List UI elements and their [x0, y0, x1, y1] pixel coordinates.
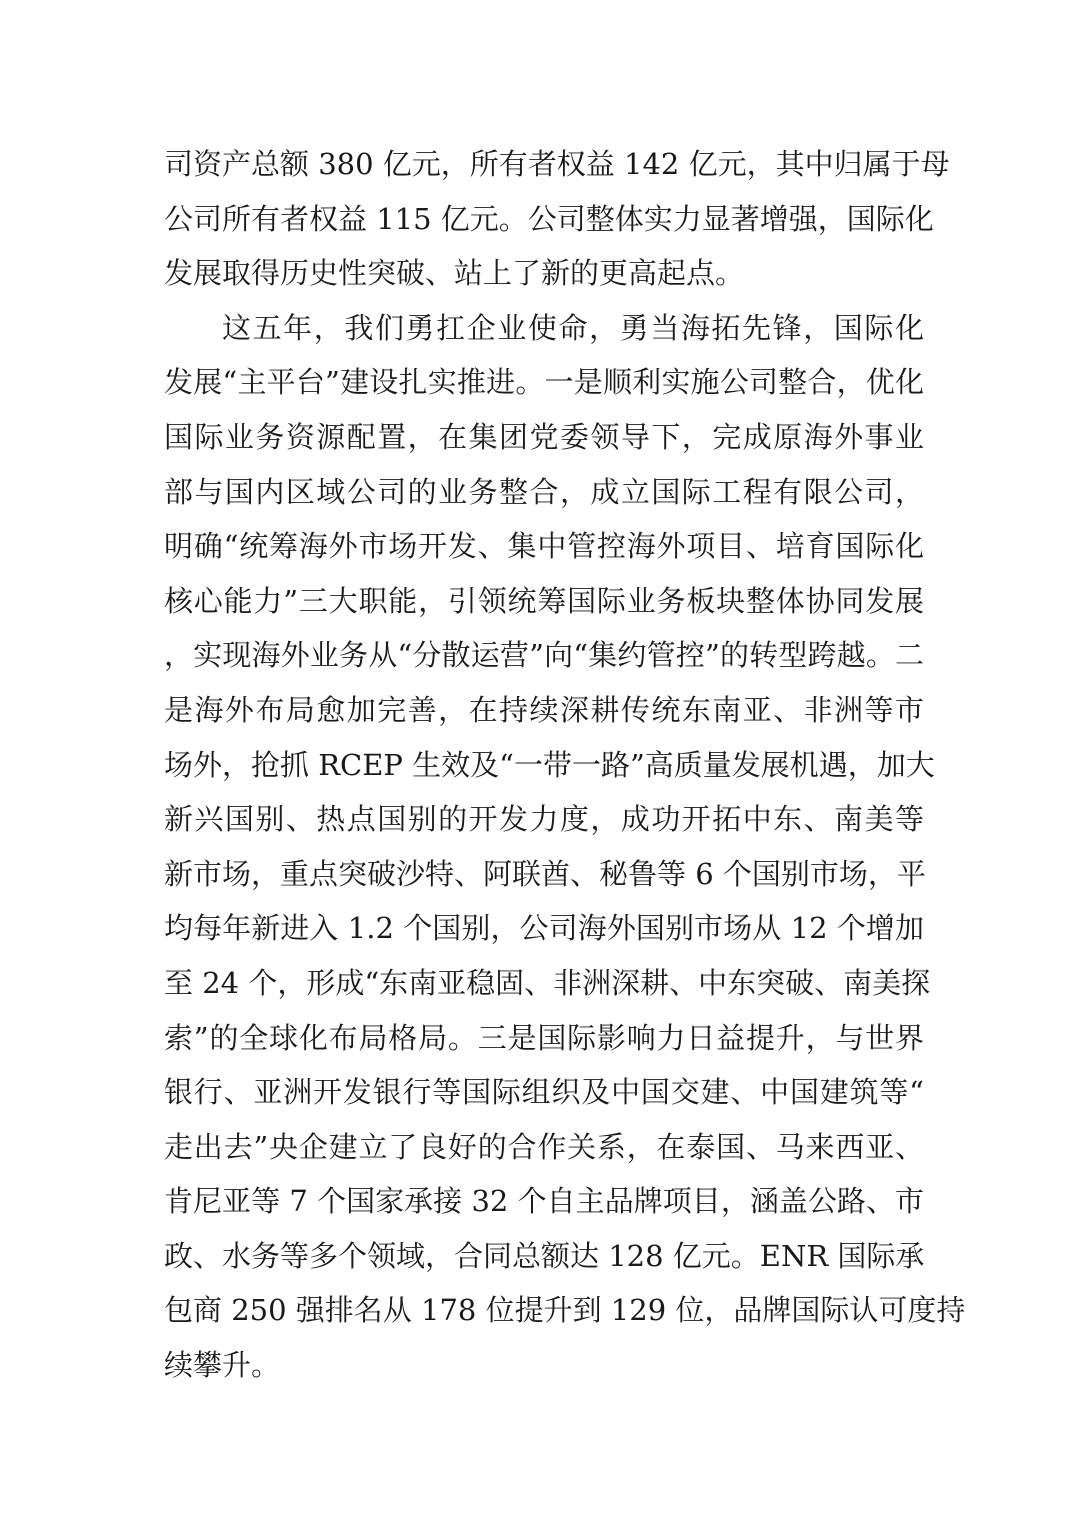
text-line: ，实现海外业务从“分散运营”向“集约管控”的转型跨越。二: [164, 638, 924, 673]
text-line: 核心能力”三大职能，引领统筹国际业务板块整体协同发展: [164, 583, 924, 618]
text-line: 发展“主平台”建设扎实推进。一是顺利实施公司整合，优化: [164, 365, 924, 400]
text-line: 部与国内区域公司的业务整合，成立国际工程有限公司，: [164, 474, 924, 509]
text-line: 银行、亚洲开发银行等国际组织及中国交建、中国建筑等“: [164, 1075, 924, 1110]
text-line: 司资产总额 380 亿元，所有者权益 142 亿元，其中归属于母: [164, 147, 950, 181]
paragraph-first-line: 这五年，我们勇扛企业使命，勇当海拓先锋，国际化: [222, 310, 924, 345]
text-line: 包商 250 强排名从 178 位提升到 129 位，品牌国际认可度持: [164, 1293, 966, 1328]
text-line: 至 24 个，形成“东南亚稳固、非洲深耕、中东突破、南美探: [164, 965, 931, 1000]
body-text: [164, 137, 966, 1393]
text-line: 是海外布局愈加完善，在持续深耕传统东南亚、非洲等市: [164, 692, 924, 727]
text-line: 发展取得历史性突破、站上了新的更高起点。: [164, 256, 745, 291]
text-line: 公司所有者权益 115 亿元。公司整体实力显著增强，国际化: [164, 201, 934, 236]
text-line: 肯尼亚等 7 个国家承接 32 个自主品牌项目，涵盖公路、市: [164, 1184, 924, 1219]
text-line: 续攀升。: [164, 1348, 281, 1383]
text-line: 政、水务等多个领域，合同总额达 128 亿元。ENR 国际承: [164, 1238, 925, 1273]
text-line: 国际业务资源配置，在集团党委领导下，完成原海外事业: [164, 419, 924, 454]
text-line: 均每年新进入 1.2 个国别，公司海外国别市场从 12 个增加: [164, 911, 924, 946]
text-line: 新兴国别、热点国别的开发力度，成功开拓中东、南美等: [164, 802, 924, 837]
text-line: 新市场，重点突破沙特、阿联酋、秘鲁等 6 个国别市场，平: [164, 856, 926, 891]
text-line: 走出去”央企建立了良好的合作关系，在泰国、马来西亚、: [164, 1129, 924, 1164]
text-line: 索”的全球化布局格局。三是国际影响力日益提升，与世界: [164, 1020, 924, 1055]
text-line: 场外，抢抓 RCEP 生效及“一带一路”高质量发展机遇，加大: [164, 747, 935, 782]
text-line: 明确“统筹海外市场开发、集中管控海外项目、培育国际化: [164, 529, 924, 564]
